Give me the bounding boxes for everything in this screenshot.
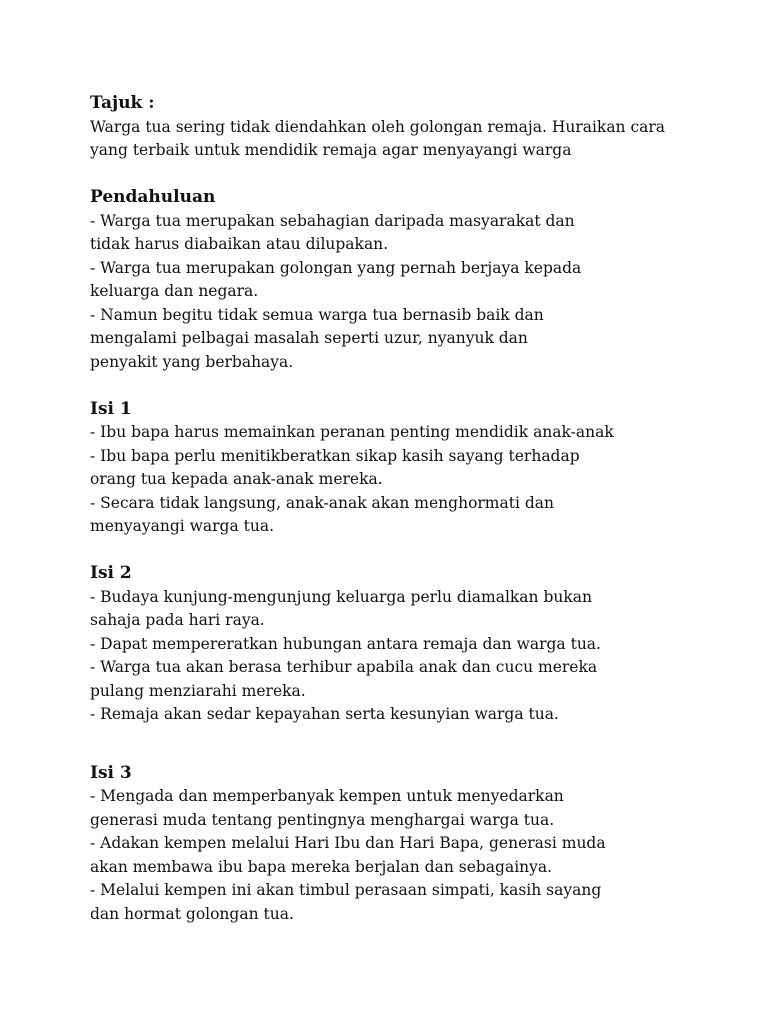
pendahuluan-line: keluarga dan negara. xyxy=(90,282,259,300)
pendahuluan-line: tidak harus diabaikan atau dilupakan. xyxy=(90,235,389,253)
isi2-line: - Dapat mempereratkan hubungan antara remaja dan warga tua. xyxy=(90,634,601,653)
isi3-line: - Melalui kempen ini akan timbul perasaan simpati, kasih sayang xyxy=(90,881,602,899)
spacer xyxy=(90,539,730,563)
isi1-line: - Ibu bapa harus memainkan peranan penting mendidik anak-anak xyxy=(90,423,614,441)
pendahuluan-line: penyakit yang berbahaya. xyxy=(90,352,294,371)
isi1-line: - Ibu bapa perlu menitikberatkan sikap kasih sayang terhadap xyxy=(90,446,580,465)
isi3-line: generasi muda tentang pentingnya menghargai warga tua. xyxy=(90,810,555,829)
isi2-line: pulang menziarahi mereka. xyxy=(90,681,306,700)
isi1-heading: Isi 1 xyxy=(90,398,132,419)
isi3-line: - Mengada dan memperbanyak kempen untuk menyedarkan xyxy=(90,787,564,805)
isi3-line: akan membawa ibu bapa mereka berjalan dan sebagainya. xyxy=(90,857,553,876)
isi3-heading: Isi 3 xyxy=(90,762,132,783)
spacer xyxy=(90,163,730,187)
isi1-line: menyayangi warga tua. xyxy=(90,517,275,535)
title-line: yang terbaik untuk mendidik remaja agar menyayangi warga xyxy=(90,141,572,159)
pendahuluan-line: - Warga tua merupakan golongan yang pernah berjaya kepada xyxy=(90,258,582,277)
isi2-heading: Isi 2 xyxy=(90,563,132,583)
spacer xyxy=(90,727,730,762)
isi2-line: - Remaja akan sedar kepayahan serta kesunyian warga tua. xyxy=(90,705,559,723)
pendahuluan-heading: Pendahuluan xyxy=(90,187,216,207)
isi2-line: - Budaya kunjung-mengunjung keluarga perlu diamalkan bukan xyxy=(90,587,592,606)
isi1-line: orang tua kepada anak-anak mereka. xyxy=(90,470,383,488)
isi3-line: dan hormat golongan tua. xyxy=(90,904,294,923)
document-page xyxy=(90,92,730,926)
title-line: Warga tua sering tidak diendahkan oleh golongan remaja. Huraikan cara xyxy=(90,117,666,136)
isi2-line: sahaja pada hari raya. xyxy=(90,611,265,629)
isi3-line: - Adakan kempen melalui Hari Ibu dan Hari Bapa, generasi muda xyxy=(90,834,606,852)
pendahuluan-line: - Namun begitu tidak semua warga tua bernasib baik dan xyxy=(90,305,544,324)
spacer xyxy=(90,374,730,398)
isi1-line: - Secara tidak langsung, anak-anak akan menghormati dan xyxy=(90,493,555,512)
pendahuluan-line: mengalami pelbagai masalah seperti uzur, nyanyuk dan xyxy=(90,329,528,347)
isi2-line: - Warga tua akan berasa terhibur apabila anak dan cucu mereka xyxy=(90,658,598,676)
title-heading: Tajuk : xyxy=(90,93,155,113)
pendahuluan-line: - Warga tua merupakan sebahagian daripada masyarakat dan xyxy=(90,211,575,230)
